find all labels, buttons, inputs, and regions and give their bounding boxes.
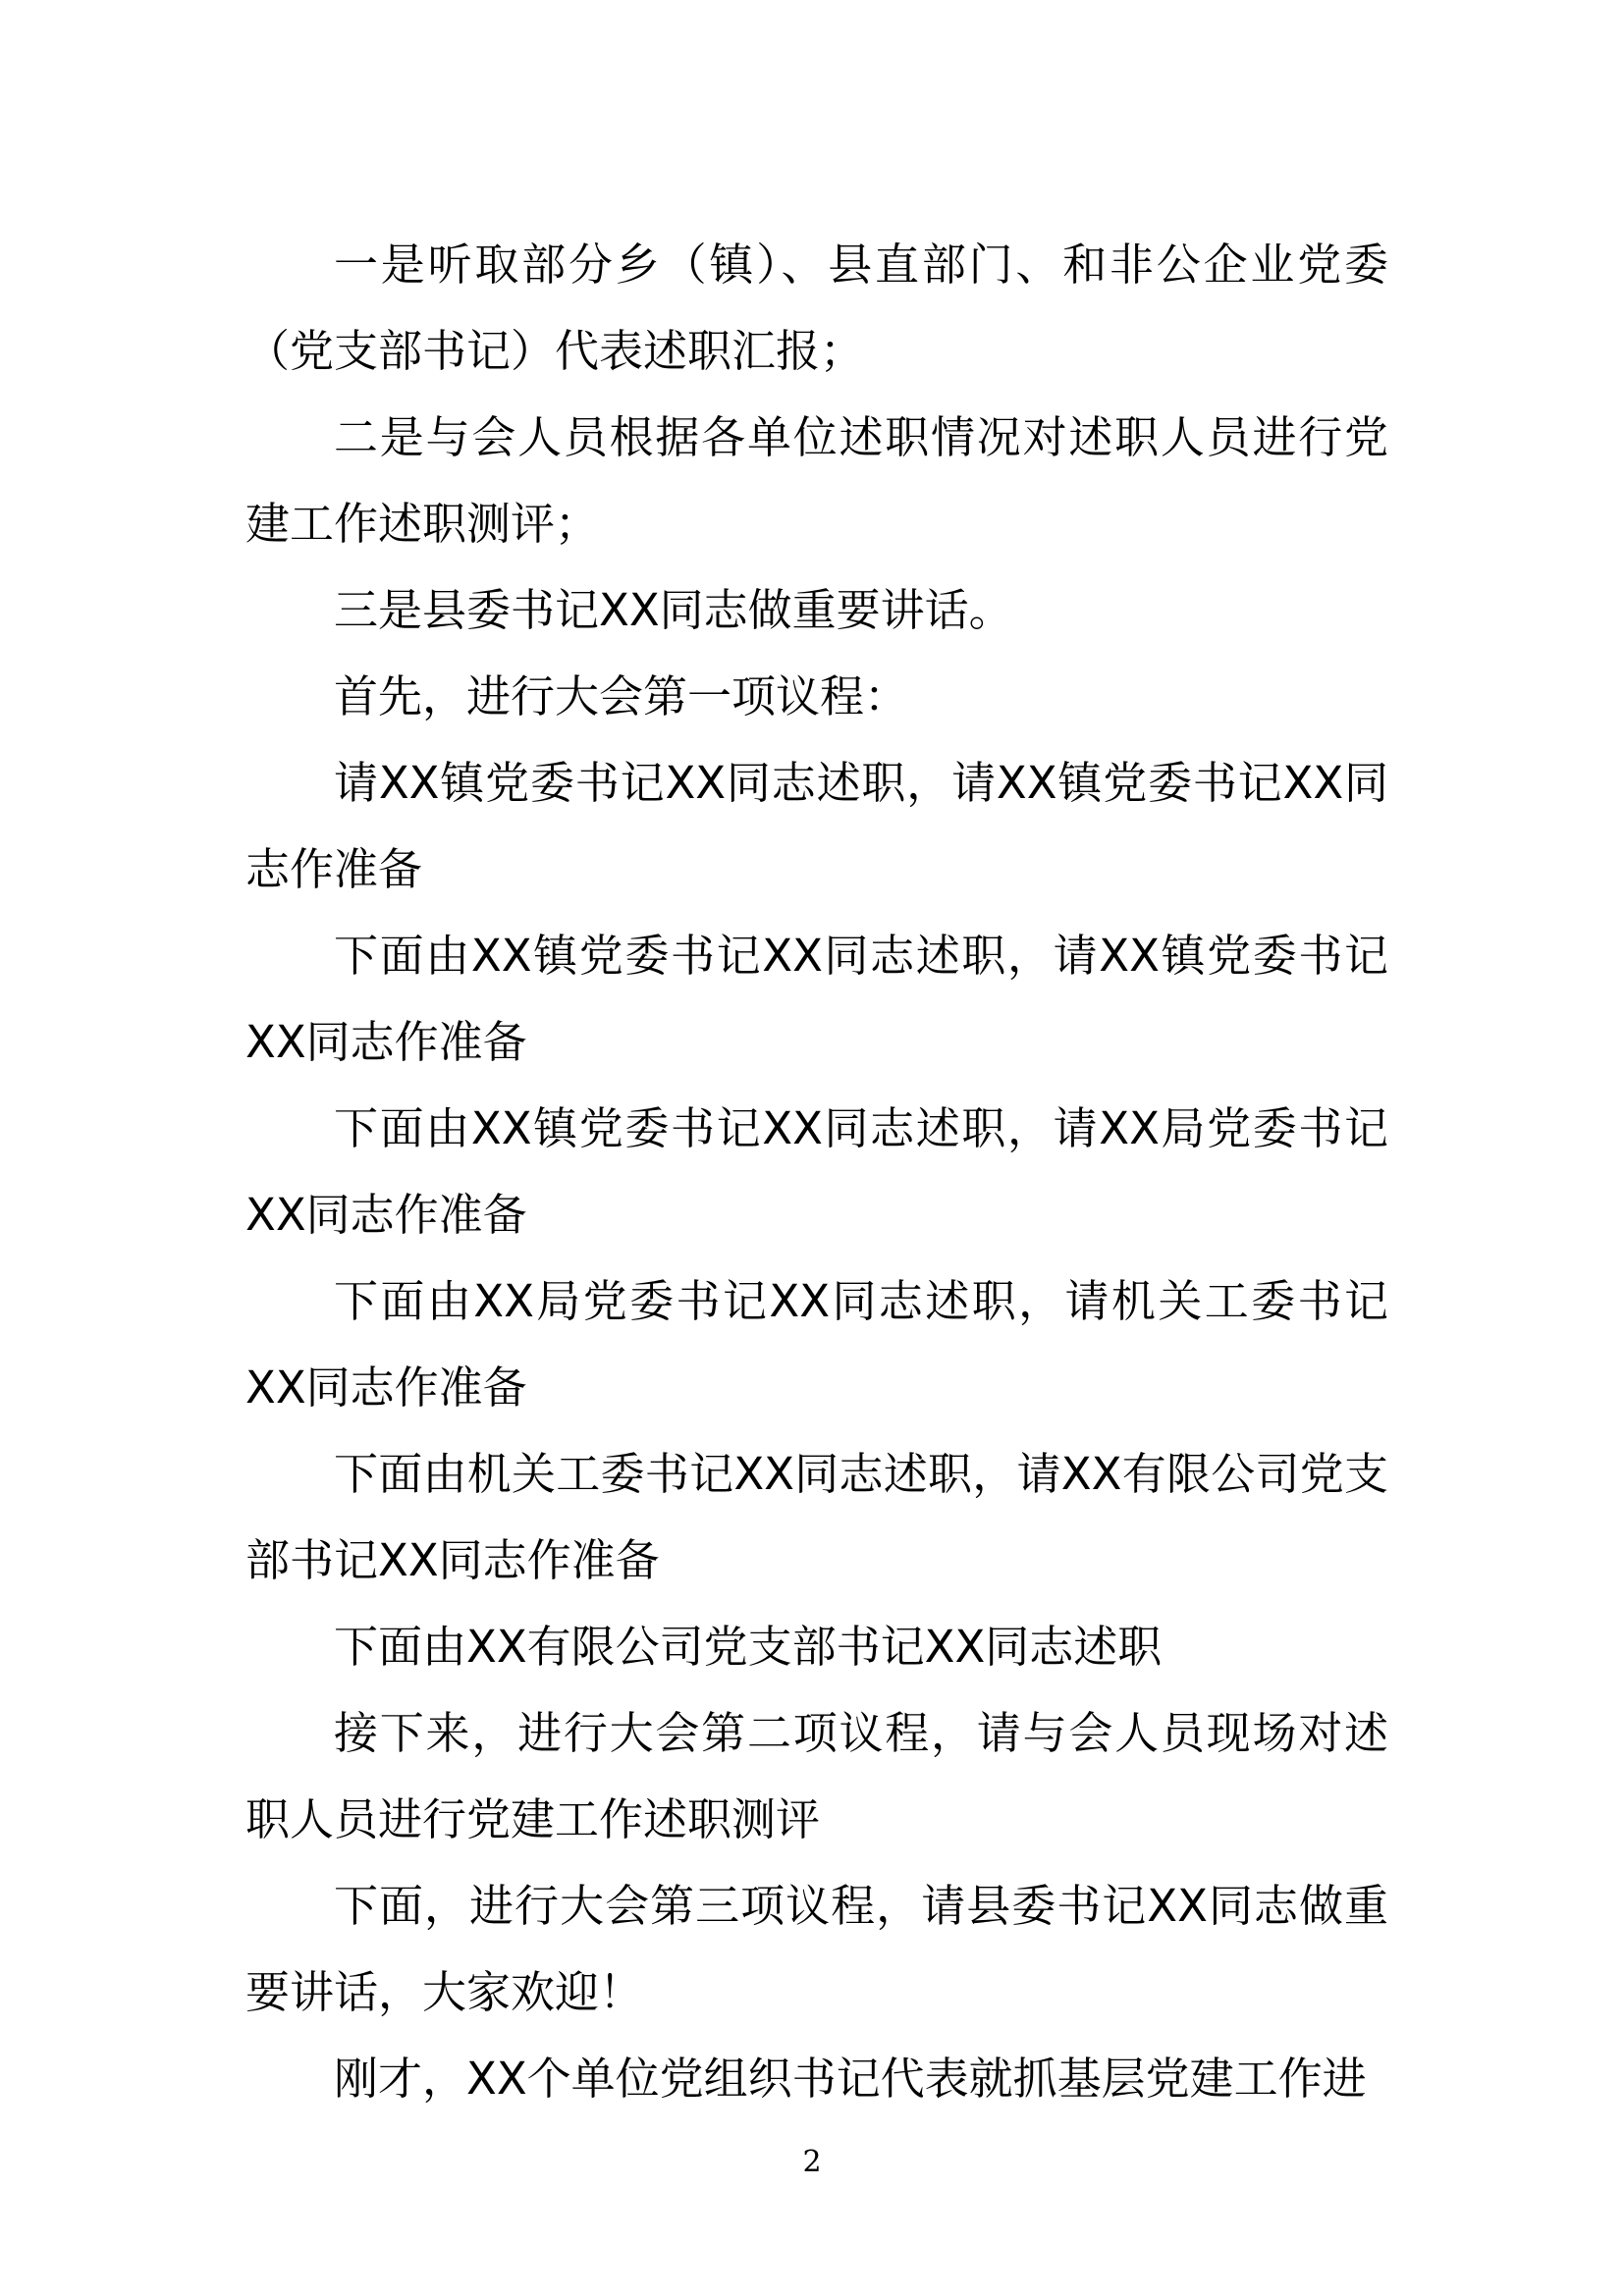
paragraph-1: 一是听取部分乡（镇）、县直部门、和非公企业党委（党支部书记）代表述职汇报； <box>245 239 1388 377</box>
paragraph-12: 下面，进行大会第三项议程，请县委书记XX同志做重要讲话，大家欢迎！ <box>245 1880 1388 2018</box>
paragraph-11: 接下来，进行大会第二项议程，请与会人员现场对述职人员进行党建工作述职测评 <box>245 1707 1388 1845</box>
paragraph-4: 首先，进行大会第一项议程： <box>334 670 909 722</box>
page-number: 2 <box>802 2145 822 2179</box>
paragraph-10: 下面由XX有限公司党支部书记XX同志述职 <box>334 1621 1163 1673</box>
paragraph-7: 下面由XX镇党委书记XX同志述职，请XX局党委书记XX同志作准备 <box>245 1102 1388 1241</box>
paragraph-2: 二是与会人员根据各单位述职情况对述职人员进行党建工作述职测评； <box>245 411 1388 550</box>
paragraph-6: 下面由XX镇党委书记XX同志述职，请XX镇党委书记XX同志作准备 <box>245 930 1388 1068</box>
paragraph-13: 刚才，XX个单位党组织书记代表就抓基层党建工作进 <box>334 2053 1367 2105</box>
paragraph-3: 三是县委书记XX同志做重要讲话。 <box>334 584 1013 636</box>
paragraph-8: 下面由XX局党委书记XX同志述职，请机关工委书记XX同志作准备 <box>245 1275 1388 1414</box>
document-body <box>245 222 1388 2122</box>
paragraph-9: 下面由机关工委书记XX同志述职，请XX有限公司党支部书记XX同志作准备 <box>245 1448 1388 1586</box>
paragraph-5: 请XX镇党委书记XX同志述职，请XX镇党委书记XX同志作准备 <box>245 757 1388 895</box>
